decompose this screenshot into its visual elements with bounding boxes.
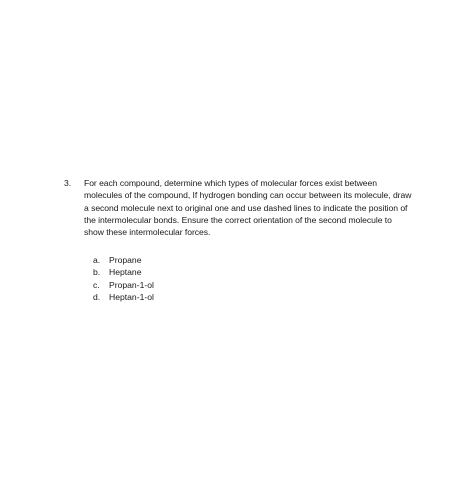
question-text-line: the intermolecular bonds. Ensure the correct orientation of the second molecule to <box>84 214 392 225</box>
question-text-line: show these intermolecular forces. <box>84 227 211 238</box>
option-text: Propane <box>109 255 142 265</box>
list-item <box>93 279 154 291</box>
question-text-line: a second molecule next to original one and use dashed lines to indicate the position of <box>84 202 408 213</box>
list-item <box>93 254 154 266</box>
option-letter: a. <box>93 255 101 265</box>
question-text-line: For each compound, determine which types of molecular forces exist between <box>84 178 377 188</box>
option-text: Heptan-1-ol <box>109 291 154 302</box>
option-letter: b. <box>93 267 101 278</box>
list-item <box>93 291 154 303</box>
list-item <box>93 266 154 278</box>
question-text-line: molecules of the compound, If hydrogen bonding can occur between its molecule, draw <box>84 190 412 201</box>
option-text: Propan-1-ol <box>109 279 154 290</box>
answer-list <box>93 254 154 303</box>
option-text: Heptane <box>109 267 142 278</box>
option-letter: c. <box>93 279 100 290</box>
question-number: 3. <box>64 178 72 188</box>
question-text <box>84 177 411 238</box>
option-letter: d. <box>93 291 101 302</box>
question-3 <box>64 177 412 238</box>
